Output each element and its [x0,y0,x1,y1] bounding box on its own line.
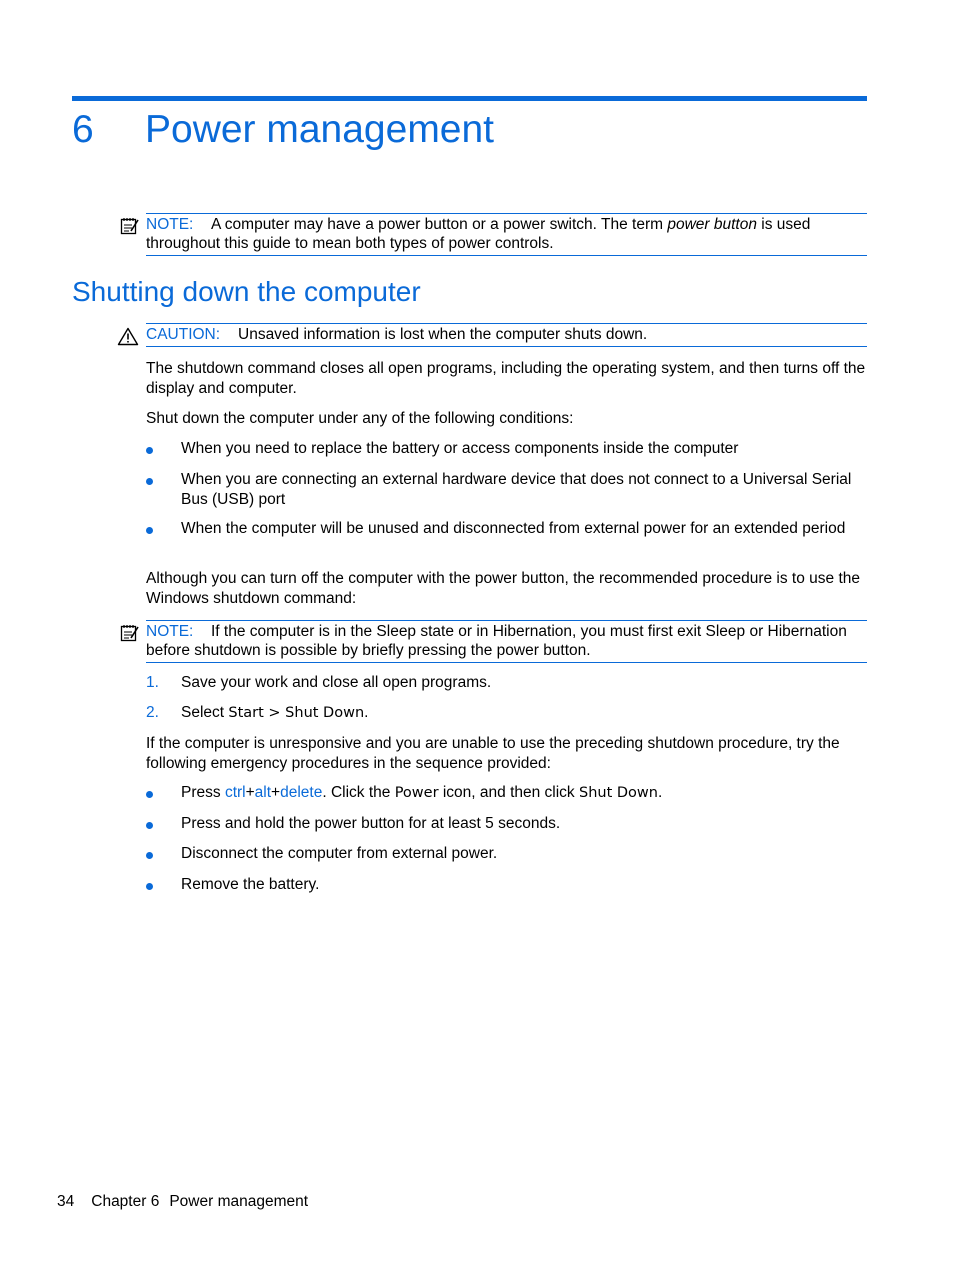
step-item [146,703,867,724]
chapter-heading [72,106,494,154]
list-item-text: Remove the battery. [181,876,320,893]
bullet-dot-icon [146,822,153,829]
text-part: . [657,784,663,801]
note-text [146,621,867,662]
list-item [146,519,867,539]
note-text-part: is used throughout this guide to mean both types of power controls. [146,216,811,252]
list-item-text: When you need to replace the battery or access components inside the computer [181,440,739,457]
list-item [146,814,867,834]
ui-power: Power [394,785,439,801]
chapter-number: 6 [72,108,94,151]
chapter-title: Power management [145,108,495,151]
note-box [146,213,867,256]
list-item-text: When you are connecting an external hardware device that does not connect to a Universal Serial Bus (USB) port [181,471,852,508]
note-message: If the computer is in the Sleep state or in Hibernation, you must first exit Sleep or Hibernation before shutdown is possible by briefly pressing the power button. [146,623,847,659]
caution-box [146,323,867,347]
list-item [146,439,867,459]
note-emphasis: power button [667,216,757,233]
caution-label: CAUTION: [146,326,221,343]
section-title: Shutting down the computer [72,276,421,307]
text-part: icon, and then click [438,784,579,801]
page-number: 34 [57,1193,75,1210]
key-plus: + [271,784,281,801]
list-item [146,844,867,864]
note-text-part: A computer may have a power button or a power switch. The term [211,216,668,233]
paragraph: Although you can turn off the computer with the power button, the recommended procedure is to use the Windows shutdown command: [146,570,861,607]
list-item-text: Disconnect the computer from external power. [181,845,498,862]
paragraph: Shut down the computer under any of the following conditions: [146,410,574,427]
key-delete: delete [280,784,323,801]
warning-triangle-icon [120,327,140,345]
key-alt: alt [254,784,272,801]
chapter-top-rule [72,96,867,101]
key-plus: + [245,784,255,801]
step-text-part: Select [181,704,229,721]
step-item [146,673,867,693]
list-item [146,783,867,804]
note-pad-icon [120,624,140,642]
list-item [146,470,867,509]
bullet-dot-icon [146,527,153,534]
paragraph: The shutdown command closes all open programs, including the operating system, and then turns off the display and computer. [146,360,866,397]
bullet-dot-icon [146,852,153,859]
bullet-dot-icon [146,791,153,798]
note-pad-icon [120,217,140,235]
key-ctrl: ctrl [224,784,246,801]
text-part: Press [181,784,225,801]
note-box [146,620,867,663]
list-item-text [181,783,867,804]
ui-shut-down: Shut Down [579,785,658,801]
ui-command: Start > Shut Down [228,705,365,721]
step-number: 1. [146,674,159,691]
bullet-dot-icon [146,447,153,454]
bullet-dot-icon [146,478,153,485]
list-item [146,875,867,895]
note-label: NOTE: [146,623,194,640]
step-text: Save your work and close all open programs. [181,674,492,691]
paragraph: If the computer is unresponsive and you are unable to use the preceding shutdown procedure, try the following emergency procedures in the sequence provided: [146,735,840,772]
list-item-text: Press and hold the power button for at least 5 seconds. [181,815,561,832]
page-footer [57,1192,325,1211]
note-text [146,214,867,255]
bullet-dot-icon [146,883,153,890]
caution-message: Unsaved information is lost when the computer shuts down. [238,326,648,343]
footer-title: Power management [169,1193,309,1210]
caution-text [146,324,867,346]
footer-chapter: Chapter 6 [91,1193,160,1210]
step-text [181,703,867,724]
list-item-text: When the computer will be unused and disconnected from external power for an extended period [181,520,846,537]
note-label: NOTE: [146,216,194,233]
step-number: 2. [146,704,159,721]
text-part: . Click the [322,784,395,801]
step-text-part: . [364,704,369,721]
